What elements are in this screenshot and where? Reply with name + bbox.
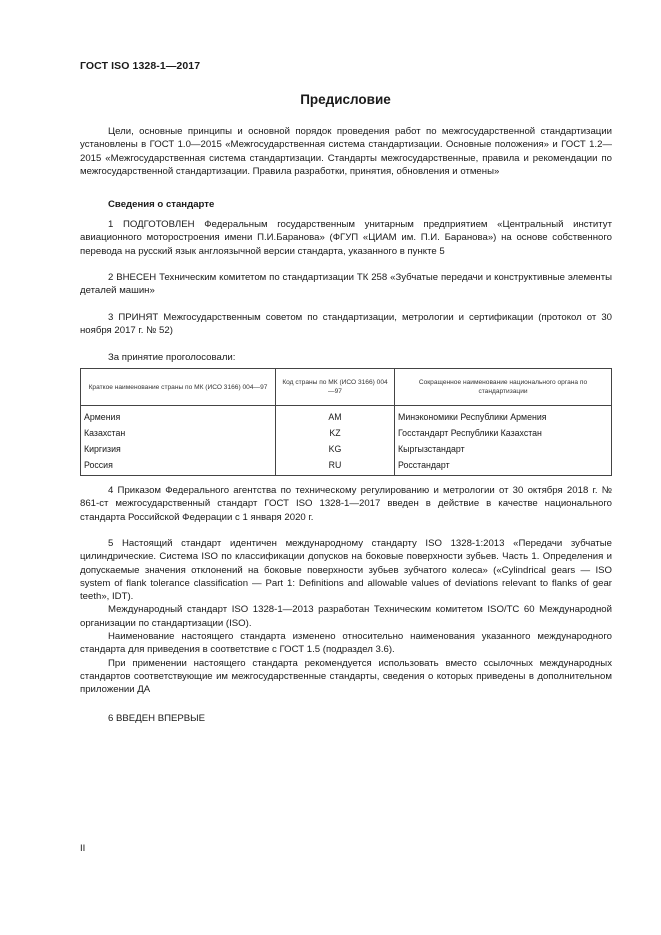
votes-table-header-row <box>81 369 612 406</box>
agency-cell: Госстандарт Республики Казахстан <box>395 425 612 441</box>
item-4-paragraph: 4 Приказом Федерального агентства по техническому регулированию и метрологии от 30 октября 2018 г. № 861-ст межгосударственный стандарт ГОСТ ISO 1328-1—2017 введен в действие в качестве национального стандарта Российской Федерации с 1 января 2020 г. <box>80 485 612 523</box>
code-cell: AM <box>276 406 395 426</box>
agency-cell: Минэкономики Республики Армения <box>395 406 612 426</box>
agency-cell: Кыргызстандарт <box>395 441 612 457</box>
item-5-paragraph: Международный стандарт ISO 1328-1—2013 разработан Техническим комитетом ISO/TC 60 Международной организации по стандартизации (ISO). <box>80 604 612 629</box>
votes-label: За принятие проголосовали: <box>108 352 236 363</box>
table-row <box>81 441 612 457</box>
country-cell: Казахстан <box>81 425 276 441</box>
code-cell: RU <box>276 457 395 476</box>
table-row <box>81 406 612 426</box>
code-cell: KG <box>276 441 395 457</box>
header-code: Код страны по МК (ИСО 3166) 004—97 <box>276 369 395 406</box>
item-3-paragraph: 3 ПРИНЯТ Межгосударственным советом по стандартизации, метрологии и сертификации (протокол от 30 ноября 2017 г. № 52) <box>80 312 612 337</box>
section-heading: Сведения о стандарте <box>108 199 215 210</box>
code-cell: KZ <box>276 425 395 441</box>
votes-table <box>80 368 612 476</box>
item-5-paragraph: Наименование настоящего стандарта изменено относительно наименования указанного международного стандарта для приведения в соответствие с ГОСТ 1.5 (подраздел 3.6). <box>80 631 612 656</box>
country-cell: Россия <box>81 457 276 476</box>
page-title: Предисловие <box>300 92 391 107</box>
table-row <box>81 425 612 441</box>
item-3-block <box>80 311 612 338</box>
table-row <box>81 457 612 476</box>
item-1-paragraph: 1 ПОДГОТОВЛЕН Федеральным государственным унитарным предприятием «Центральный институт авиационного моторостроения имени П.И.Баранова» (ФГУП «ЦИАМ им. П.И. Баранова») на основе собственного перевода на русский язык англоязычной версии стандарта, указанного в пункте 5 <box>80 219 612 257</box>
agency-cell: Росстандарт <box>395 457 612 476</box>
item-5-paragraph: При применении настоящего стандарта рекомендуется использовать вместо ссылочных международных стандартов соответствующие им межгосударственные стандарты, сведения о которых приведены в дополнительном приложении ДА <box>80 657 612 696</box>
item-6-block <box>80 712 612 725</box>
item-2-block <box>80 271 612 298</box>
item-5-block <box>80 537 612 697</box>
item-1-block <box>80 218 612 258</box>
document-code-header: ГОСТ ISO 1328-1—2017 <box>80 60 201 72</box>
item-6-paragraph: 6 ВВЕДЕН ВПЕРВЫЕ <box>108 713 206 724</box>
intro-paragraph-block <box>80 125 612 178</box>
country-cell: Киргизия <box>81 441 276 457</box>
header-agency: Сокращенное наименование национального органа по стандартизации <box>395 369 612 406</box>
item-5-paragraph: 5 Настоящий стандарт идентичен международному стандарту ISO 1328-1:2013 «Передачи зубчатые цилиндрические. Система ISO по классификации допусков на боковые поверхности зубьев. Часть 1. Определения и допускаемые значения отклонений на боковые поверхности зубьев зубчатого колеса» («Cylindrical gears — ISO system of flank tolerance classification — Part 1: Definitions and allowable values of deviations relevant to flanks of gear teeth», IDT). <box>80 538 612 603</box>
page-number: II <box>80 843 86 854</box>
country-cell: Армения <box>81 406 276 426</box>
item-4-block <box>80 484 612 524</box>
header-country: Краткое наименование страны по МК (ИСО 3166) 004—97 <box>81 369 276 406</box>
intro-paragraph: Цели, основные принципы и основной порядок проведения работ по межгосударственной стандартизации установлены в ГОСТ 1.0—2015 «Межгосударственная система стандартизации. Основные положения» и ГОСТ 1.2—2015 «Межгосударственная система стандартизации. Стандарты межгосударственные, правила и рекомендации по межгосударственной стандартизации. Правила разработки, принятия, обновления и отмены» <box>80 126 612 177</box>
item-2-paragraph: 2 ВНЕСЕН Техническим комитетом по стандартизации ТК 258 «Зубчатые передачи и конструктивные элементы деталей машин» <box>80 272 612 297</box>
